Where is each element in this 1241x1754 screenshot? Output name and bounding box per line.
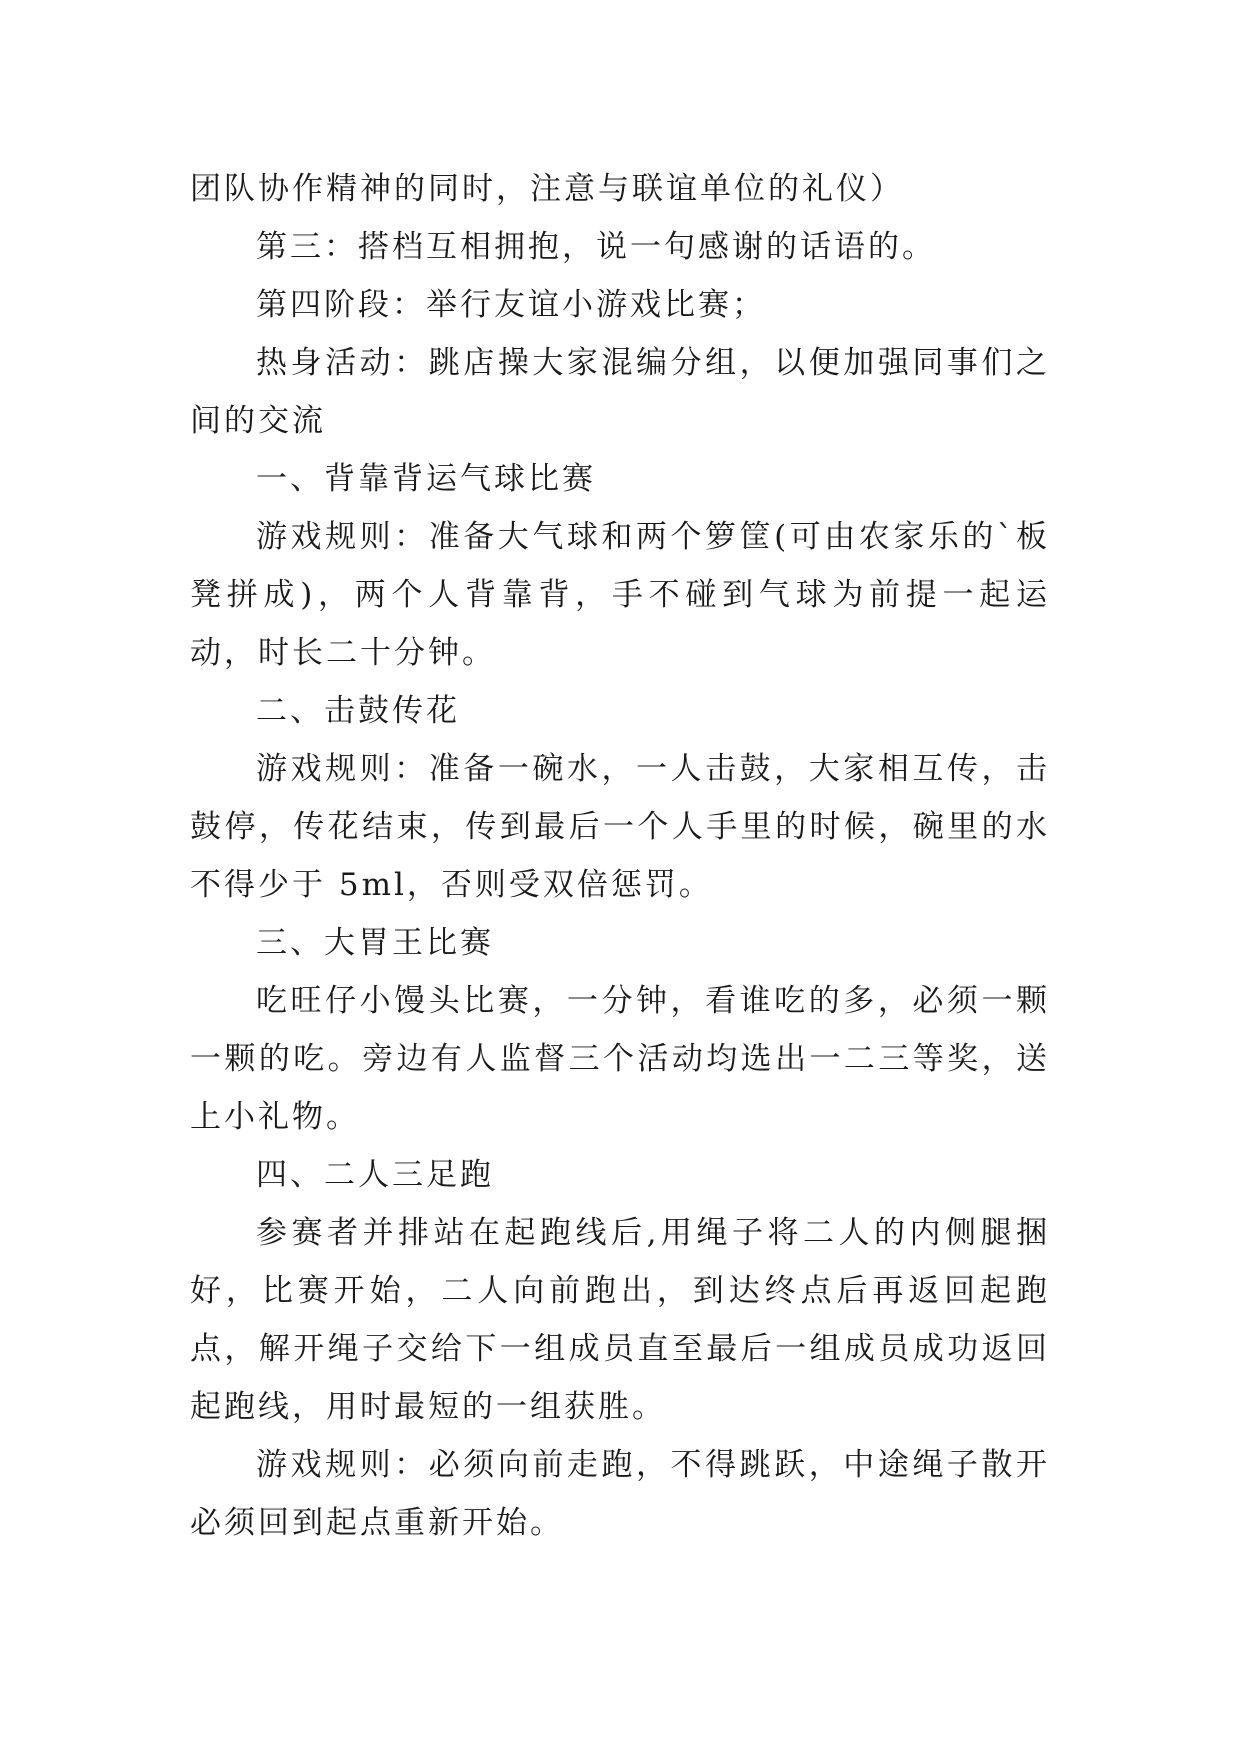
paragraph-warmup: 热身活动：跳店操大家混编分组，以便加强同事们之间的交流 <box>190 345 1050 439</box>
paragraph-game-four-description: 参赛者并排站在起跑线后,用绳子将二人的内侧腿捆好，比赛开始，二人向前跑出，到达终点后再返回起跑点，解开绳子交给下一组成员直至最后一组成员成功返回起跑线，用时最短的一组获胜。 <box>190 1215 1050 1425</box>
heading-game-one: 一、背靠背运气球比赛 <box>256 461 596 497</box>
paragraph-game-two-rules: 游戏规则：准备一碗水，一人击鼓，大家相互传，击鼓停，传花结束，传到最后一个人手里的时候，碗里的水不得少于 5ml，否则受双倍惩罚。 <box>190 751 1050 903</box>
heading-game-three: 三、大胃王比赛 <box>256 925 494 961</box>
paragraph-step-three: 第三：搭档互相拥抱，说一句感谢的话语的。 <box>256 229 936 265</box>
paragraph-stage-four: 第四阶段：举行友谊小游戏比赛； <box>256 287 766 323</box>
paragraph-game-four-rules: 游戏规则：必须向前走跑，不得跳跃，中途绳子散开必须回到起点重新开始。 <box>190 1447 1050 1541</box>
heading-game-two: 二、击鼓传花 <box>256 693 460 729</box>
heading-game-four: 四、二人三足跑 <box>256 1157 494 1193</box>
paragraph-game-one-rules: 游戏规则：准备大气球和两个箩筐(可由农家乐的`板凳拼成)，两个人背靠背，手不碰到气球为前提一起运动，时长二十分钟。 <box>190 519 1050 671</box>
document-body <box>190 160 1050 1552</box>
paragraph-continuation: 团队协作精神的同时，注意与联谊单位的礼仪） <box>190 171 904 207</box>
paragraph-game-three-rules: 吃旺仔小馒头比赛，一分钟，看谁吃的多，必须一颗一颗的吃。旁边有人监督三个活动均选出一二三等奖，送上小礼物。 <box>190 983 1050 1135</box>
